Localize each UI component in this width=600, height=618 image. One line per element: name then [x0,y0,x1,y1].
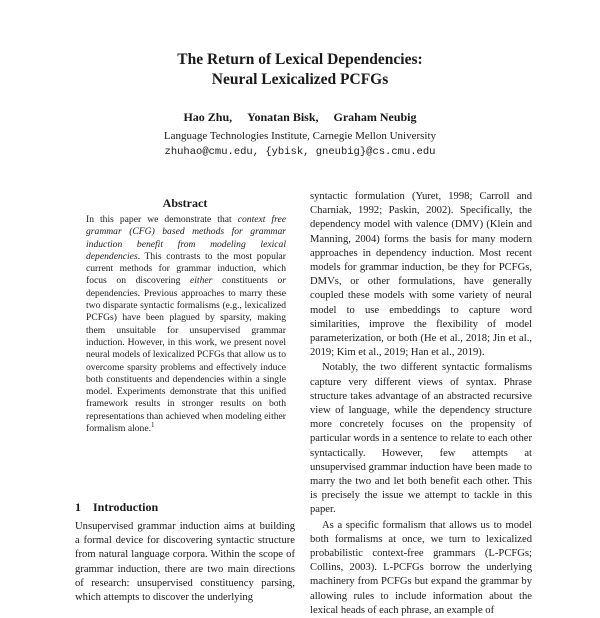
author-emails: zhuhao@cmu.edu, {ybisk, gneubig}@cs.cmu.edu [164,146,436,158]
abstract-emphasis: either [190,275,213,287]
author-list [0,110,600,125]
abstract-emphasis: or [277,275,286,287]
abstract-heading: Abstract [162,196,208,210]
author-name: Yonatan Bisk, [247,110,319,124]
title-line-2: Neural Lexicalized PCFGs [211,71,389,88]
paragraph: As a specific formalism that allows us to model both formalisms at once, we turn to lexicalized probabilistic context-free grammars (L-PCFGs; Collins, 2003). L-PCFGs borrow the underlying machinery from PCFGs but expand the grammar by allowing rules to include information about the lexical heads of each phrase, an example of [310,519,532,616]
section-title: Introduction [93,500,159,514]
introduction-left-text: Unsupervised grammar induction aims at building a formal device for discovering syntactic structure from natural language corpora. Within the scope of grammar induction, there are two main directions of research: unsupervised constituency parsing, which attempts to discover the underlying [75,521,295,604]
abstract-text [86,214,286,435]
affiliation: Language Technologies Institute, Carnegie Mellon University [163,130,437,142]
section-heading-introduction [75,500,295,515]
abstract-emphasis: context free grammar (CFG) based methods for grammar induction benefit from modeling lexical dependencies [86,214,286,262]
abstract-text-part: dependencies. Previous approaches to marry these two disparate syntactic formalisms (e.g., lexicalized PCFGs) have been plagued by sparsity, making them unsuitable for unsupervised grammar induction. However, in this work, we present novel neural models of lexicalized PCFGs that allow us to overcome sparsity problems and effectively induce both constituents and dependencies within a single model. Experiments demonstrate that this unified framework results in stronger results on both representations than achieved when modeling either formalism alone. [86,287,286,435]
author-name: Hao Zhu, [183,110,233,124]
paper-title [0,50,600,90]
abstract-text-part: . This contrasts to the most popular current methods for grammar induction, which focus on discovering [86,250,286,287]
title-line-1: The Return of Lexical Dependencies: [177,51,423,68]
right-column [310,190,532,618]
paragraph: Notably, the two different syntactic formalisms capture very different views of syntax. Phrase structure takes advantage of an abstracted recursive view of language, while the dependency structure more concretely focuses on the propensity of particular words in a sentence to relate to each other syntactically. However, few attempts at unsupervised grammar induction have been made to marry the two and let both benefit each other. This is precisely the issue we attempt to tackle in this paper. [310,362,532,516]
section-number: 1 [75,500,81,514]
paragraph: syntactic formulation (Yuret, 1998; Carroll and Charniak, 1992; Paskin, 2002). Specifically, the dependency model with valence (DMV) (Klein and Manning, 2004) forms the basis for many modern approaches in dependency induction. Most recent models for grammar induction, be they for PCFGs, DMVs, or other formulations, have generally coupled these models with some variety of neural model to use embeddings to capture word similarities, improve the flexibility of model parameterization, or both (He et al., 2018; Jin et al., 2019; Kim et al., 2019; Han et al., 2019). [310,191,532,359]
footnote-marker[interactable]: 1 [151,420,155,429]
abstract-text-part: In this paper we demonstrate that [86,214,238,225]
abstract-text-part: constituents [212,275,278,287]
author-name: Graham Neubig [333,110,417,124]
